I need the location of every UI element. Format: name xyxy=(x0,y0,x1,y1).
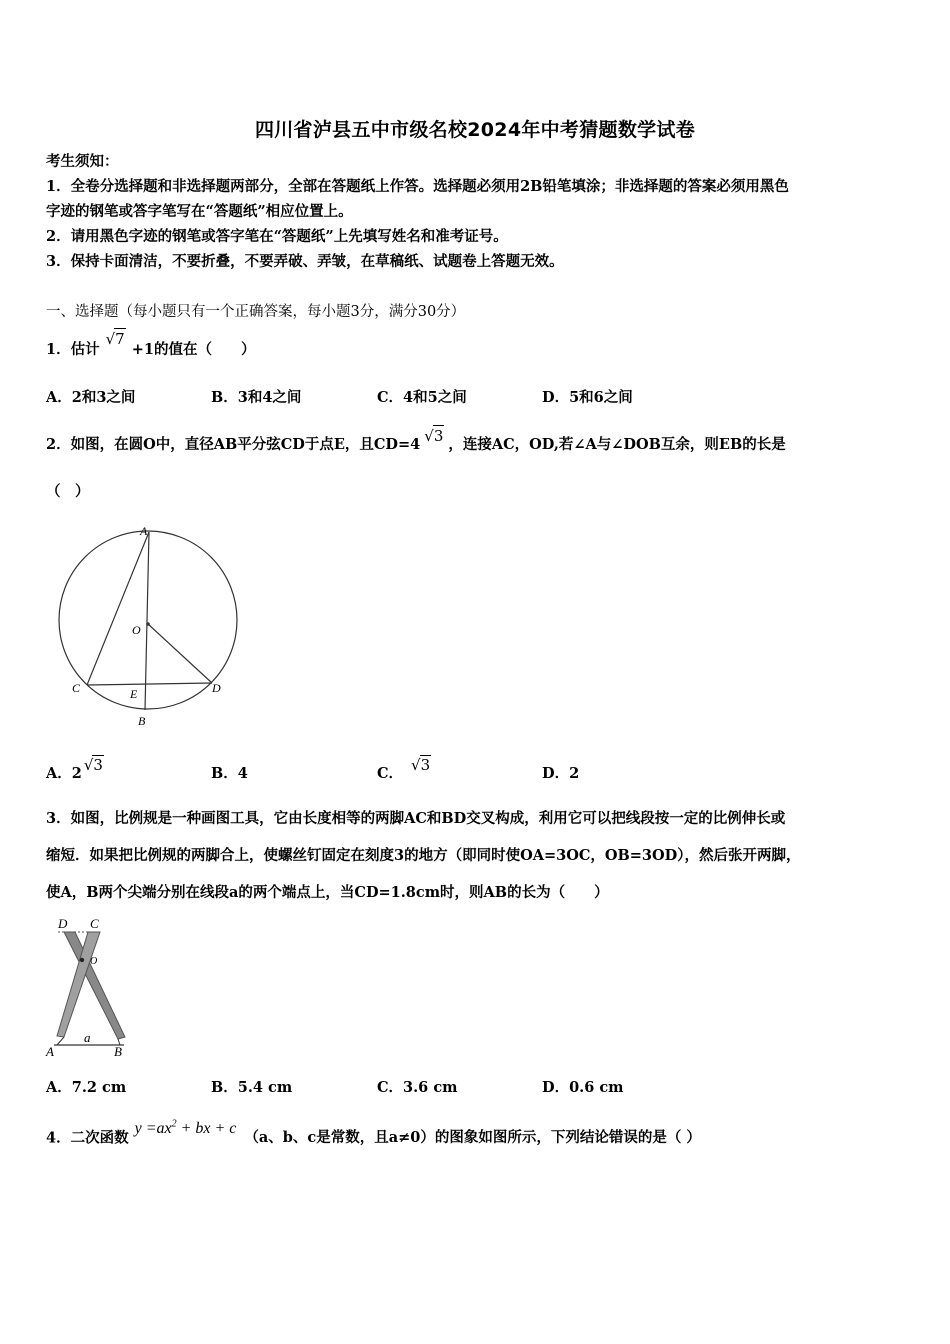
label-b: B xyxy=(138,714,146,728)
label-e: E xyxy=(130,687,138,701)
q3-line-1: 3．如图，比例规是一种画图工具，它由长度相等的两脚AC和BD交叉构成，利用它可以把线段按一定的比例伸长或 xyxy=(46,810,786,827)
label-a-segment: a xyxy=(84,1030,91,1045)
question-2 xyxy=(46,427,786,455)
q3-option-d: D．0.6 cm xyxy=(542,1079,624,1096)
notice-line-3: 3．保持卡面清洁，不要折叠，不要弄破、弄皱，在草稿纸、试题卷上答题无效。 xyxy=(46,253,564,270)
q2-suffix: ，连接AC，OD,若∠A与∠DOB互余，则EB的长是 xyxy=(448,436,786,453)
q2-option-a-sqrt: √3 xyxy=(83,756,103,774)
q1-suffix: +1的值在（ ） xyxy=(131,341,256,358)
page-title: 四川省泸县五中市级名校2024年中考猜题数学试卷 xyxy=(254,119,696,141)
center-point xyxy=(146,622,150,626)
q1-option-d: D．5和6之间 xyxy=(542,389,633,406)
q1-option-b: B．3和4之间 xyxy=(211,389,302,406)
question-1 xyxy=(46,330,256,360)
label-o: O xyxy=(90,956,98,967)
q2-option-c-sqrt: √3 xyxy=(411,756,431,774)
q2-option-b: B．4 xyxy=(211,765,248,782)
label-o: O xyxy=(132,623,141,637)
q4-formula-exp: 2 xyxy=(171,1119,177,1130)
tip-a xyxy=(57,1037,64,1045)
q1-option-c: C．4和5之间 xyxy=(377,389,467,406)
q2-sqrt: √3 xyxy=(424,427,444,445)
label-c: C xyxy=(72,681,81,695)
q1-radicand: 7 xyxy=(115,330,125,348)
label-b: B xyxy=(114,1044,122,1059)
q2-prefix: 2．如图，在圆O中，直径AB平分弦CD于点E，且CD=4 xyxy=(46,436,421,453)
q2-option-c xyxy=(377,756,431,783)
chord-cd xyxy=(87,683,212,685)
q3-line-3: 使A，B两个尖端分别在线段a的两个端点上，当CD=1.8cm时，则AB的长为（ ） xyxy=(46,884,609,901)
segment-ac xyxy=(87,532,149,685)
label-a: A xyxy=(140,524,148,538)
q4-prefix: 4．二次函数 xyxy=(46,1129,129,1147)
pivot-screw xyxy=(80,958,84,962)
q4-formula-a: y =ax xyxy=(134,1120,172,1138)
label-c: C xyxy=(90,916,99,931)
q3-option-a: A．7.2 cm xyxy=(46,1079,127,1096)
q1-prefix: 1．估计 xyxy=(46,341,100,358)
q2-option-a-radicand: 3 xyxy=(93,756,103,774)
label-a: A xyxy=(46,1044,54,1059)
question-4 xyxy=(46,1119,701,1148)
q2-option-a-text: A．2 xyxy=(46,765,82,782)
q2-circle-figure xyxy=(50,520,250,735)
q2-option-a xyxy=(46,756,104,783)
q4-suffix: （a、b、c是常数，且a≠0）的图象如图所示，下列结论错误的是（ ） xyxy=(244,1129,701,1147)
q2-radicand: 3 xyxy=(433,427,444,445)
section-heading: 一、选择题（每小题只有一个正确答案，每小题3分，满分30分） xyxy=(46,304,466,320)
q3-line-2: 缩短．如果把比例规的两脚合上，使螺丝钉固定在刻度3的地方（即同时使OA=3OC，OB=3OD），然后张开两脚， xyxy=(46,847,801,864)
q3-option-b: B．5.4 cm xyxy=(211,1079,293,1096)
q3-proportional-compass-figure xyxy=(44,912,134,1060)
notice-heading: 考生须知： xyxy=(46,153,119,170)
q2-paren: （ ） xyxy=(46,483,90,500)
notice-line-1a: 1．全卷分选择题和非选择题两部分，全部在答题纸上作答。选择题必须用2B铅笔填涂；非选择题的答案必须用黑色 xyxy=(46,178,789,195)
label-d: D xyxy=(58,916,68,931)
q1-option-a: A．2和3之间 xyxy=(46,389,136,406)
segment-od xyxy=(148,624,212,683)
q4-formula-b: + bx + c xyxy=(176,1120,237,1138)
label-d: D xyxy=(212,681,221,695)
notice-line-2: 2．请用黑色字迹的钢笔或答字笔在“答题纸”上先填写姓名和准考证号。 xyxy=(46,228,508,245)
notice-line-1b: 字迹的钢笔或答字笔写在“答题纸”相应位置上。 xyxy=(46,203,353,220)
q2-option-c-text: C． xyxy=(377,765,404,782)
q2-option-d: D．2 xyxy=(542,765,580,782)
q2-option-c-radicand: 3 xyxy=(420,756,431,774)
q1-sqrt: √7 xyxy=(105,330,125,348)
diameter-ab xyxy=(145,532,149,710)
q4-formula xyxy=(135,1120,237,1137)
q3-option-c: C．3.6 cm xyxy=(377,1079,458,1096)
